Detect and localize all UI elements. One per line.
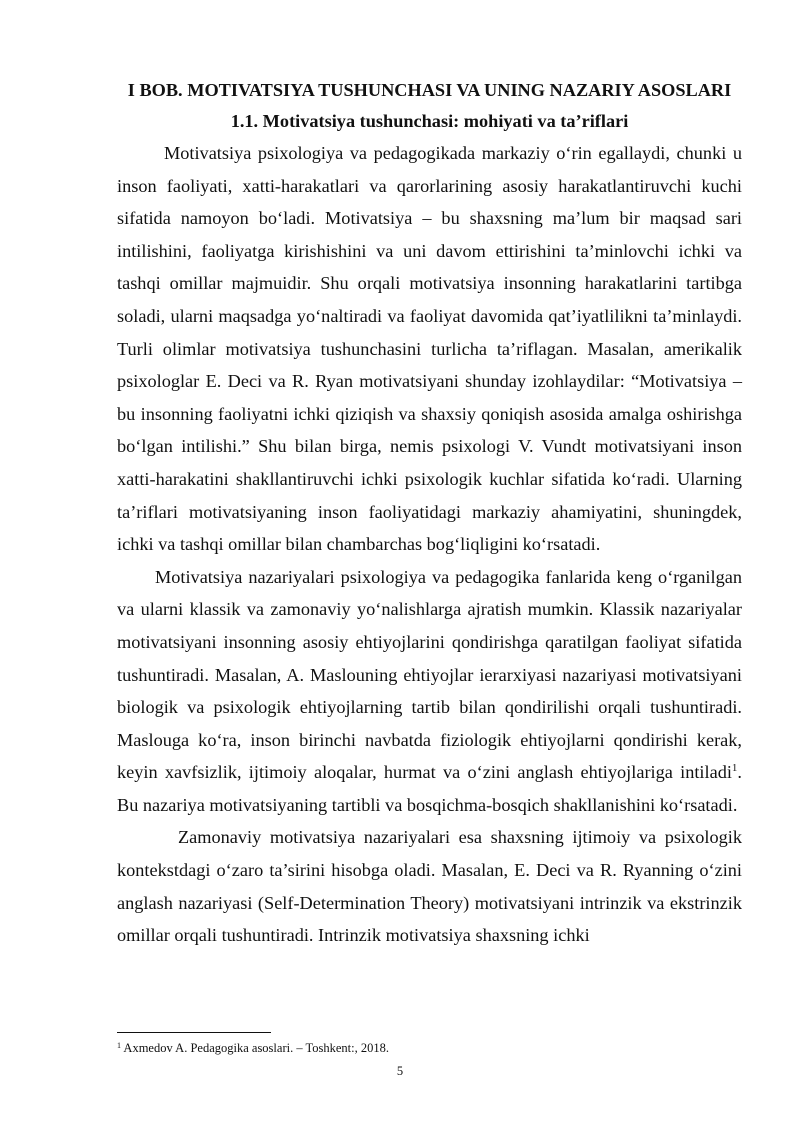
paragraph-1: Motivatsiya psixologiya va pedagogikada markaziy o‘rin egallaydi, chunki u inson faoliyati, xatti-harakatlari va qarorlarining asosiy harakatlantiruvchi kuchi sifatida namoyon bo‘ladi. Motivatsiya – bu shaxsning ma’lum bir maqsad sari intilishini, faoliyatga kirishishini va uni davom ettirishini ta’minlovchi ichki va tashqi omillar majmuidir. Shu orqali motivatsiya insonning harakatlarini tartibga soladi, ularni maqsadga yo‘naltiradi va faoliyat davomida qat’iyatlilikni ta’minlaydi. Turli olimlar motivatsiya tushunchasini turlicha ta’riflagan. Masalan, amerikalik psixologlar E. Deci va R. Ryan motivatsiyani shunday izohlaydilar: “Motivatsiya – bu insonning faoliyatni ichki qiziqish va shaxsiy qoniqish asosida amalga oshirishga bo‘lgan intilishi.” Shu bilan birga, nemis psixologi V. Vundt motivatsiyani inson xatti-harakatini shakllantiruvchi ichki psixologik kuchlar sifatida ko‘radi. Ularning ta’riflari motivatsiyaning inson faoliyatidagi markaziy ahamiyatini, shuningdek, ichki va tashqi omillar bilan chambarchas bog‘liqligini ko‘rsatadi. — [117, 143, 742, 555]
footnote-mark: 1 — [117, 1041, 121, 1050]
page-content — [117, 75, 742, 952]
paragraph-3: Zamonaviy motivatsiya nazariyalari esa shaxsning ijtimoiy va psixologik kontekstdagi o‘zaro ta’sirini hisobga oladi. Masalan, E. Deci va R. Ryanning o‘zini anglash nazariyasi (Self-Determination Theory) motivatsiyani intrinzik va ekstrinzik omillar orqali tushuntiradi. Intrinzik motivatsiya shaxsning ichki — [117, 827, 742, 946]
footnote-separator — [117, 1032, 271, 1033]
footnote-text: Axmedov A. Pedagogika asoslari. – Toshkent:, 2018. — [121, 1041, 389, 1055]
chapter-title: I BOB. MOTIVATSIYA TUSHUNCHASI VA UNING NAZARIY ASOSLARI — [127, 80, 732, 100]
paragraph-2-text-a: Motivatsiya nazariyalari psixologiya va pedagogika fanlarida keng o‘rganilgan va ularni klassik va zamonaviy yo‘nalishlarga ajratish mumkin. Klassik nazariyalar motivatsiyani insonning asosiy ehtiyojlarini qondirishga qaratilgan faoliyat sifatida tushuntiradi. Masalan, A. Maslouning ehtiyojlar ierarxiyasi nazariyasi motivatsiyani biologik va psixologik ehtiyojlarning tartib bilan qondirilishi orqali tushuntiradi. Maslouga ko‘ra, inson birinchi navbatda fiziologik ehtiyojlarni qondirishi kerak, keyin xavfsizlik, ijtimoiy aloqalar, hurmat va o‘zini anglash ehtiyojlariga intiladi — [117, 566, 742, 783]
footnote — [117, 1040, 742, 1056]
paragraph-2 — [117, 561, 742, 822]
page-number: 5 — [396, 1064, 404, 1078]
footnote-reference[interactable]: 1 — [731, 762, 738, 775]
section-title: 1.1. Motivatsiya tushunchasi: mohiyati va ta’riflari — [230, 111, 629, 131]
paragraph-2-text-b: . Bu nazariya motivatsiyaning tartibli va bosqichma-bosqich shakllanishini ko‘rsatadi. — [117, 762, 742, 815]
